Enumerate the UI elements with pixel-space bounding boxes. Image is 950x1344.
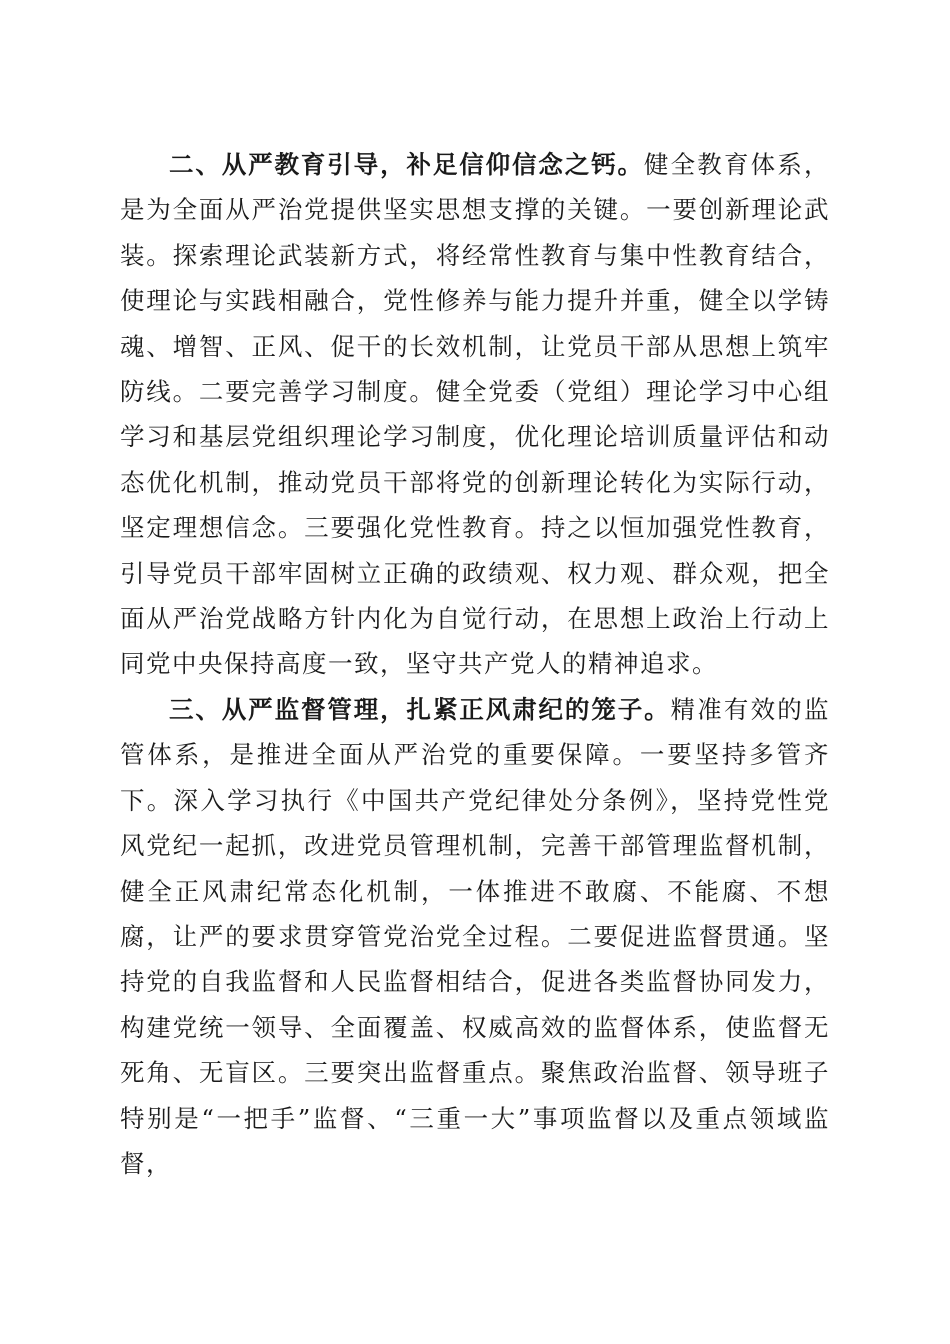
section-heading-supervision: 三、从严监督管理，扎紧正风肃纪的笼子。 (169, 694, 671, 724)
document-body (120, 142, 830, 1186)
paragraph-supervision (120, 687, 830, 1186)
paragraph-education (120, 142, 830, 687)
paragraph-text-supervision: 精准有效的监管体系，是推进全面从严治党的重要保障。一要坚持多管齐下。深入学习执行《中国共产党纪律处分条例》，坚持党性党风党纪一起抓，改进党员管理机制，完善干部管理监督机制，健全正风肃纪常态化机制，一体推进不敢腐、不能腐、不想腐，让严的要求贯穿管党治党全过程。二要促进监督贯通。坚持党的自我监督和人民监督相结合，促进各类监督协同发力，构建党统一领导、全面覆盖、权威高效的监督体系，使监督无死角、无盲区。三要突出监督重点。聚焦政治监督、领导班子特别是“一把手”监督、“三重一大”事项监督以及重点领域监督， (120, 694, 830, 1178)
section-heading-education: 二、从严教育引导，补足信仰信念之钙。 (169, 150, 644, 179)
paragraph-text-education: 健全教育体系，是为全面从严治党提供坚实思想支撑的关键。一要创新理论武装。探索理论武装新方式，将经常性教育与集中性教育结合，使理论与实践相融合，党性修养与能力提升并重，健全以学铸魂、增智、正风、促干的长效机制，让党员干部从思想上筑牢防线。二要完善学习制度。健全党委（党组）理论学习中心组学习和基层党组织理论学习制度，优化理论培训质量评估和动态优化机制，推动党员干部将党的创新理论转化为实际行动，坚定理想信念。三要强化党性教育。持之以恒加强党性教育，引导党员干部牢固树立正确的政绩观、权力观、群众观，把全面从严治党战略方针内化为自觉行动，在思想上政治上行动上同党中央保持高度一致，坚守共产党人的精神追求。 (120, 150, 831, 679)
